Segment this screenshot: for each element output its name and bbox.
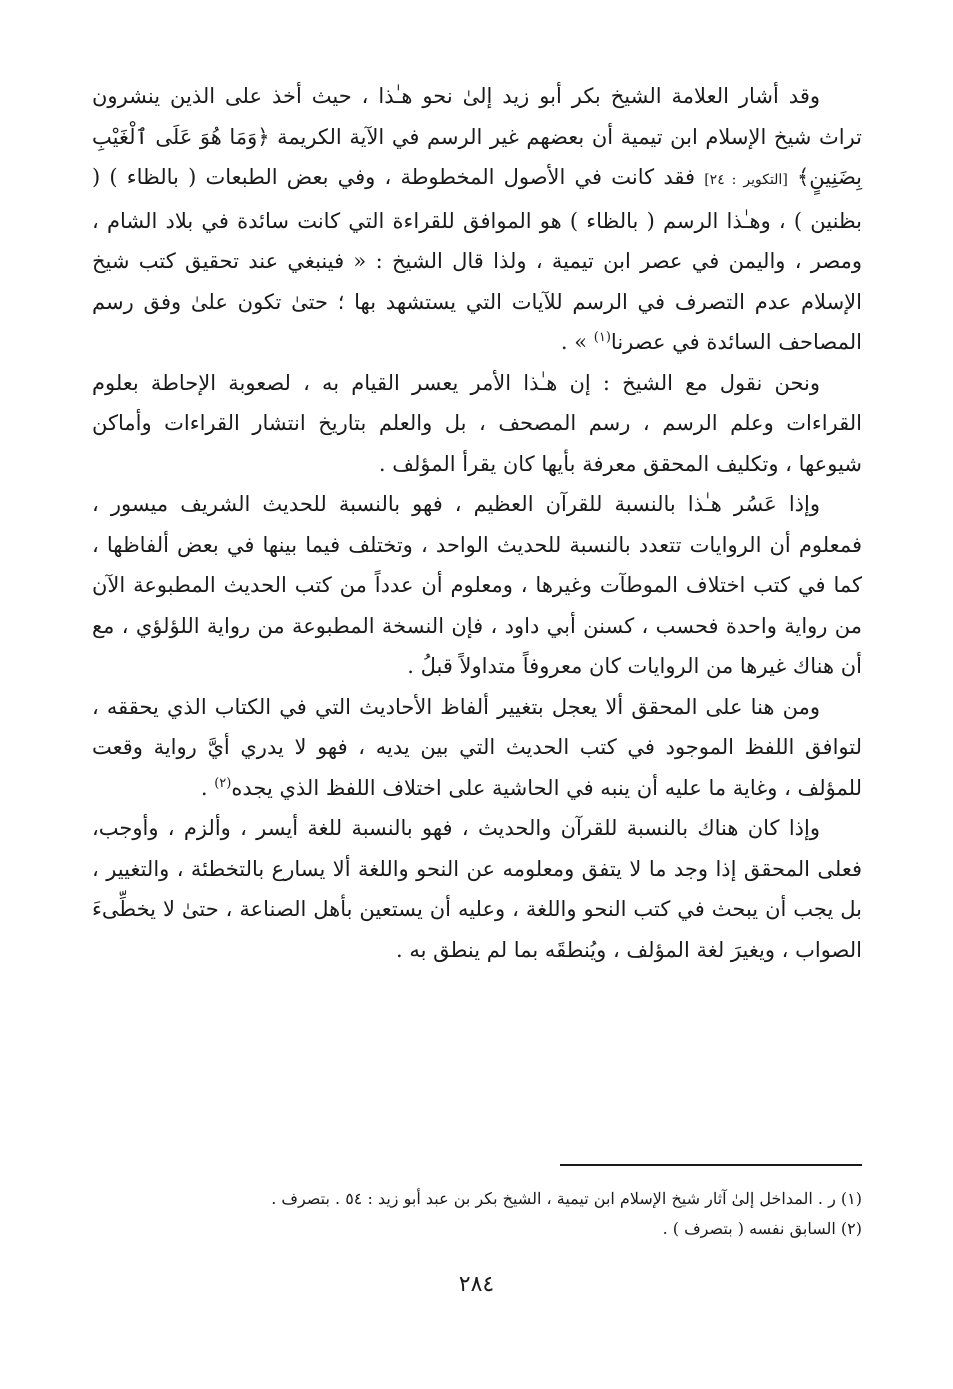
paragraph-3: وإذا عَسُر هـٰذا بالنسبة للقرآن العظيم ، فهو بالنسبة للحديث الشريف ميسور ، فمعلوم أن الروايات تتعدد بالنسبة للحديث الواحد ، وتختلف فيما بينها في بعض ألفاظها ، كما في كتب اختلاف الموطآت وغيرها ، ومعلوم أن عدداً من كتب الحديث المطبوعة الآن من رواية واحدة فحسب ، كسنن أبي داود ، فإن النسخة المطبوعة من رواية اللؤلؤي ، مع أن هناك غيرها من الروايات كان معروفاً متداولاً قبلُ . — [92, 492, 862, 678]
paragraph-1-text: وقد أشار العلامة الشيخ بكر أبو زيد إلىٰ نحو هـٰذا ، حيث أخذ على الذين ينشرون تراث شيخ الإسلام ابن تيمية أن بعضهم غير الرسم في الآية الكريمة ﴿وَمَا هُوَ عَلَى ٱلْغَيْبِ بِضَنِينٍ﴾ — [92, 84, 863, 189]
paragraph-4-text: ومن هنا على المحقق ألا يعجل بتغيير ألفاظ الأحاديث التي في الكتاب الذي يحققه ، لتوافق اللفظ الموجود في كتب الحديث التي بين يديه ، فهو لا يدري أيَّ رواية وقعت للمؤلف ، وغاية ما عليه أن ينبه في الحاشية على اختلاف اللفظ الذي يجده — [92, 694, 862, 800]
footnotes — [92, 1184, 862, 1244]
paragraph-4 — [92, 687, 862, 809]
paragraph-2: ونحن نقول مع الشيخ : إن هـٰذا الأمر يعسر القيام به ، لصعوبة الإحاطة بعلوم القراءات وعلم الرسم ، رسم المصحف ، بل والعلم بتاريخ انتشار القراءات وأماكن شيوعها ، وتكليف المحقق معرفة بأيها كان يقرأ المؤلف . — [92, 370, 862, 476]
footnote-marker-1[interactable]: (١) — [593, 330, 611, 345]
paragraph-4-end: . — [200, 775, 215, 800]
paragraph-5: وإذا كان هناك بالنسبة للقرآن والحديث ، فهو بالنسبة للغة أيسر ، وألزم ، وأوجب، فعلى المحقق إذا وجد ما لا يتفق ومعلومه عن النحو واللغة ألا يسارع بالتخطئة ، والتغيير ، بل يجب أن يبحث في كتب النحو واللغة ، وعليه أن يستعين بأهل الصناعة ، حتىٰ لا يخطِّىءَ الصواب ، ويغيرَ لغة المؤلف ، ويُنطقَه بما لم ينطق به . — [92, 816, 862, 962]
footnote-1: (١) ر . المداخل إلىٰ آثار شيخ الإسلام ابن تيمية ، الشيخ بكر بن عبد أبو زيد : ٥٤ . بتصرف . — [271, 1189, 862, 1208]
footnote-separator — [560, 1164, 862, 1166]
paragraph-1-text-cont: فقد كانت في الأصول المخطوطة ، وفي بعض الطبعات ( بالظاء ) ( بظنين ) ، وهـٰذا الرسم ( بالظاء ) هو الموافق للقراءة التي كانت سائدة في بلاد الشام ، ومصر ، واليمن في عصر ابن تيمية ، ولذا قال الشيخ : « فينبغي عند تحقيق كتب شيخ الإسلام عدم التصرف في الرسم للآيات التي يستشهد بها ؛ حتىٰ تكون علىٰ وفق رسم المصاحف السائدة في عصرنا — [92, 165, 862, 354]
footnote-marker-2[interactable]: (٢) — [214, 775, 232, 791]
quran-reference: [التكوير : ٢٤] — [704, 172, 788, 188]
paragraph-1-end: » . — [560, 330, 594, 354]
page-number: ٢٨٤ — [458, 1272, 495, 1297]
page-body — [92, 76, 862, 970]
footnote-2: (٢) السابق نفسه ( بتصرف ) . — [662, 1219, 862, 1238]
paragraph-1 — [92, 76, 862, 363]
